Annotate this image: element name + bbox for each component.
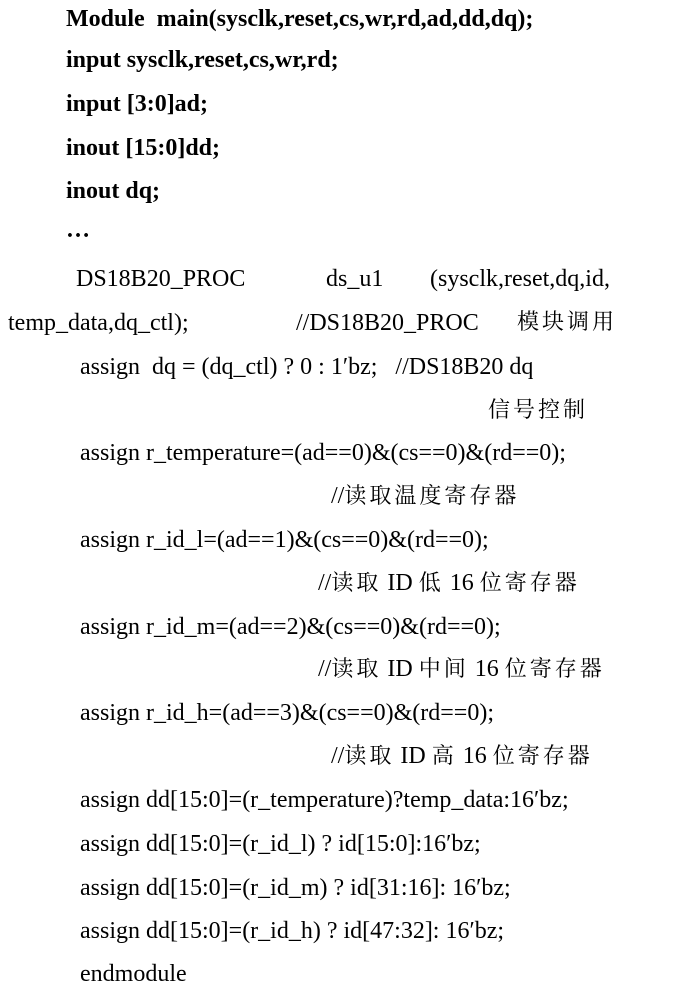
code-line-inout-dd: inout [15:0]dd; <box>66 135 221 161</box>
code-line-input-signals: input sysclk,reset,cs,wr,rd; <box>66 47 339 73</box>
code-line-assign-id-l: assign r_id_l=(ad==1)&(cs==0)&(rd==0); <box>80 527 489 553</box>
code-comment-id-l: //读取 ID 低 16 位寄存器 <box>318 570 580 596</box>
code-line-assign-dq: assign dq = (dq_ctl) ? 0 : 1′bz; //DS18B20 dq <box>80 354 534 380</box>
code-line-inout-dq: inout dq; <box>66 178 161 204</box>
code-comment-instance-cn: 模块调用 <box>517 310 618 335</box>
code-line-assign-dd-id-h: assign dd[15:0]=(r_id_h) ? id[47:32]: 16′bz; <box>80 918 505 944</box>
code-line-assign-dd-id-m: assign dd[15:0]=(r_id_m) ? id[31:16]: 16′bz; <box>80 875 511 901</box>
code-line-instance-name: ds_u1 <box>326 266 384 292</box>
code-line-instance-ports-cont: temp_data,dq_ctl); <box>8 310 189 336</box>
code-line-assign-dd-temp: assign dd[15:0]=(r_temperature)?temp_data:16′bz; <box>80 787 569 813</box>
code-line-assign-temperature: assign r_temperature=(ad==0)&(cs==0)&(rd==0); <box>80 440 566 466</box>
code-comment-instance: //DS18B20_PROC <box>296 310 479 336</box>
code-line-assign-id-m: assign r_id_m=(ad==2)&(cs==0)&(rd==0); <box>80 614 501 640</box>
code-line-ellipsis: … <box>66 217 90 243</box>
code-line-instance-ports: (sysclk,reset,dq,id, <box>430 266 610 292</box>
code-line-endmodule: endmodule <box>80 961 187 987</box>
code-line-assign-id-h: assign r_id_h=(ad==3)&(cs==0)&(rd==0); <box>80 700 494 726</box>
code-line-input-ad: input [3:0]ad; <box>66 91 209 117</box>
code-line-assign-dd-id-l: assign dd[15:0]=(r_id_l) ? id[15:0]:16′bz; <box>80 831 481 857</box>
code-comment-id-m: //读取 ID 中间 16 位寄存器 <box>318 656 605 682</box>
code-comment-dq-control: 信号控制 <box>488 398 589 423</box>
code-comment-id-h: //读取 ID 高 16 位寄存器 <box>331 743 593 769</box>
code-line-instance-type: DS18B20_PROC <box>76 266 246 292</box>
code-line-module: Module main(sysclk,reset,cs,wr,rd,ad,dd,dq); <box>66 6 534 32</box>
code-comment-temperature: //读取温度寄存器 <box>331 483 520 509</box>
